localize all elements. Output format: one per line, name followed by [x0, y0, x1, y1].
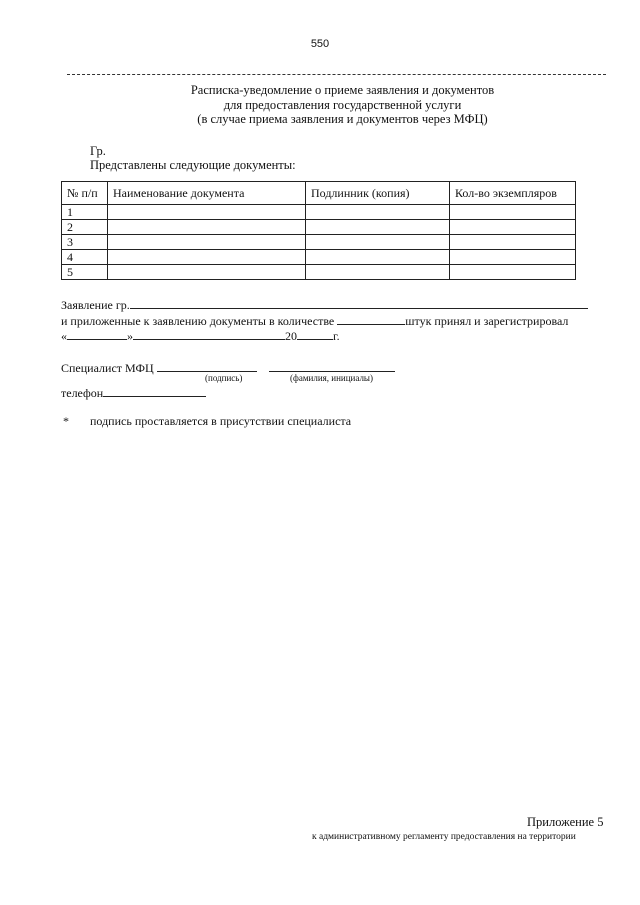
- row-document-name: [108, 265, 306, 280]
- signature-caption: (подпись): [205, 373, 243, 383]
- month-blank: [133, 328, 285, 340]
- phone-blank: [103, 385, 206, 397]
- table-row: [62, 205, 576, 220]
- row-copies-count: [450, 250, 576, 265]
- row-original-copy: [306, 235, 450, 250]
- title-line-2: для предоставления государственной услуги: [223, 97, 462, 112]
- title-line-3: (в случае приема заявления и документов через МФЦ): [197, 112, 488, 126]
- year-blank: [297, 328, 333, 340]
- regulation-text: к административному регламенту предоставления на территории: [312, 832, 576, 842]
- row-number: 2: [62, 220, 108, 235]
- header-copies-count: Кол-во экземпляров: [450, 182, 576, 205]
- date-open-quote: «: [61, 329, 67, 343]
- year-suffix: г.: [333, 329, 340, 343]
- statement-line2-after: штук принял и зарегистрировал: [405, 314, 569, 328]
- row-document-name: [108, 250, 306, 265]
- signature-blank: [157, 360, 257, 372]
- document-title: [0, 83, 640, 127]
- statement-line2-before: и приложенные к заявлению документы в количестве: [61, 314, 335, 328]
- applicant-name-blank: [130, 297, 588, 309]
- row-copies-count: [450, 265, 576, 280]
- row-document-name: [108, 235, 306, 250]
- row-number: 5: [62, 265, 108, 280]
- statement-prefix: Заявление гр.: [61, 298, 130, 312]
- row-number: 3: [62, 235, 108, 250]
- table-row: [62, 220, 576, 235]
- table-row: [62, 265, 576, 280]
- dashed-separator: [67, 74, 606, 75]
- statement-line-1: [61, 297, 588, 313]
- specialist-label: Специалист МФЦ: [61, 361, 154, 375]
- name-caption: (фамилия, инициалы): [290, 373, 373, 383]
- page-number: 550: [310, 38, 330, 50]
- footnote-mark: *: [63, 414, 69, 428]
- documents-intro: Представлены следующие документы:: [90, 158, 296, 172]
- row-number: 4: [62, 250, 108, 265]
- citizen-label: Гр.: [90, 144, 106, 158]
- row-document-name: [108, 205, 306, 220]
- phone-label: телефон: [61, 386, 104, 400]
- statement-line-2: [61, 313, 568, 329]
- document-count-blank: [337, 313, 405, 325]
- statement-date-line: [61, 328, 340, 344]
- year-prefix: 20: [285, 329, 297, 343]
- table-row: [62, 250, 576, 265]
- date-close-quote: »: [127, 329, 133, 343]
- row-copies-count: [450, 205, 576, 220]
- row-copies-count: [450, 220, 576, 235]
- table-row: [62, 235, 576, 250]
- header-original-copy: Подлинник (копия): [306, 182, 450, 205]
- footnote-text: подпись проставляется в присутствии специалиста: [90, 414, 352, 428]
- row-original-copy: [306, 250, 450, 265]
- row-copies-count: [450, 235, 576, 250]
- specialist-name-blank: [269, 360, 395, 372]
- row-original-copy: [306, 265, 450, 280]
- row-number: 1: [62, 205, 108, 220]
- header-number: № п/п: [62, 182, 108, 205]
- row-original-copy: [306, 205, 450, 220]
- table-header-row: [62, 182, 576, 205]
- row-original-copy: [306, 220, 450, 235]
- header-document-name: Наименование документа: [108, 182, 306, 205]
- documents-table: [61, 181, 576, 280]
- appendix-label: Приложение 5: [527, 815, 604, 829]
- phone-line: [61, 385, 206, 401]
- day-blank: [67, 328, 127, 340]
- row-document-name: [108, 220, 306, 235]
- title-line-1: Расписка-уведомление о приеме заявления и документов: [190, 83, 495, 97]
